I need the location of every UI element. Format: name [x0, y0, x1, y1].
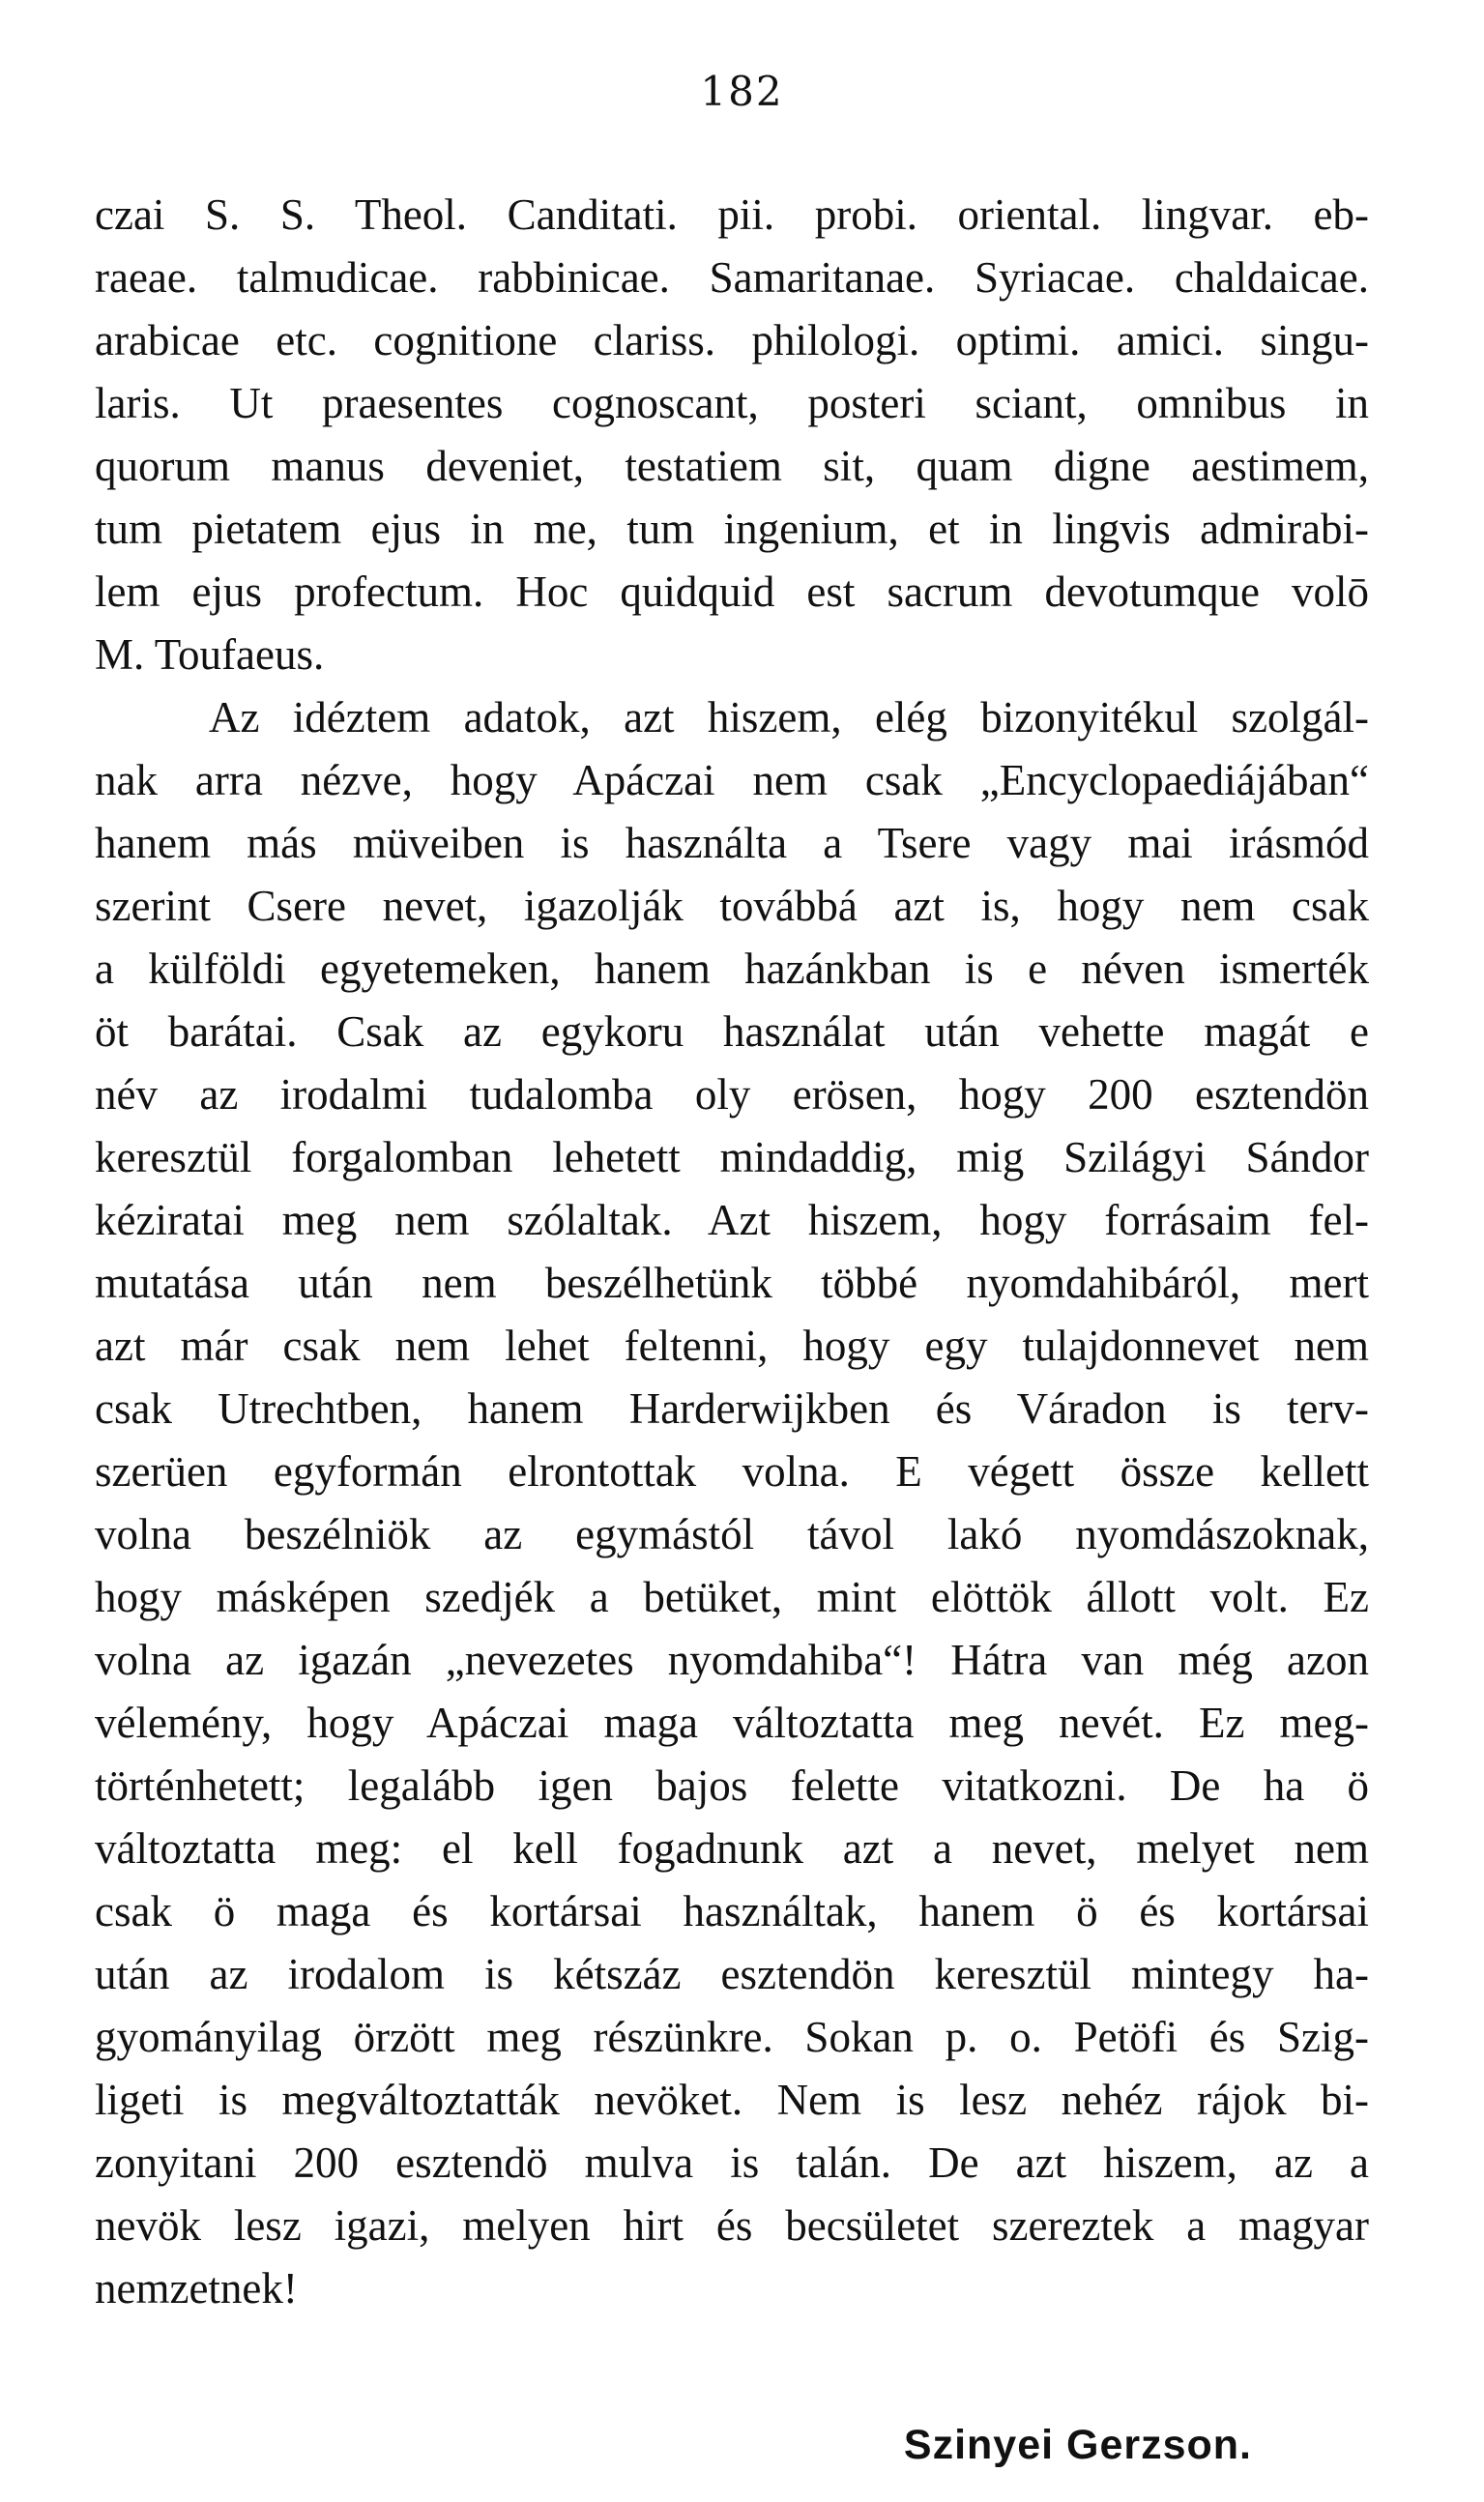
text-line: quorum manus deveniet, testatiem sit, quam digne aestimem, — [95, 442, 1369, 490]
author-signature: Szinyei Gerzson. — [903, 2422, 1252, 2468]
text-line: változtatta meg: el kell fogadnunk azt a nevet, melyet nem — [95, 1824, 1369, 1873]
text-line: mutatása után nem beszélhetünk többé nyomdahibáról, mert — [95, 1259, 1369, 1307]
text-line: hanem más müveiben is használta a Tsere vagy mai irásmód — [95, 819, 1369, 867]
text-line: hogy másképen szedjék a betüket, mint elöttök állott volt. Ez — [95, 1573, 1369, 1621]
text-line: történhetett; legalább igen bajos felette vitatkozni. De ha ö — [95, 1761, 1369, 1810]
text-line: lem ejus profectum. Hoc quidquid est sacrum devotumque volō — [95, 567, 1369, 616]
text-line: laris. Ut praesentes cognoscant, posteri sciant, omnibus in — [95, 379, 1369, 427]
text-line: tum pietatem ejus in me, tum ingenium, et in lingvis admirabi- — [95, 505, 1369, 553]
text-line: zonyitani 200 esztendö mulva is talán. De azt hiszem, az a — [95, 2138, 1369, 2187]
page-number: 182 — [700, 68, 784, 115]
text-line: név az irodalmi tudalomba oly erösen, hogy 200 esztendön — [95, 1070, 1369, 1119]
text-line: szerint Csere nevet, igazolják továbbá azt is, hogy nem csak — [95, 882, 1369, 930]
text-line: csak ö maga és kortársai használtak, hanem ö és kortársai — [95, 1887, 1369, 1935]
text-line: után az irodalom is kétszáz esztendön keresztül mintegy ha- — [95, 1950, 1369, 1998]
text-line: öt barátai. Csak az egykoru használat után vehette magát e — [95, 1007, 1369, 1056]
text-line: csak Utrechtben, hanem Harderwijkben és Váradon is terv- — [95, 1384, 1369, 1433]
text-line: kéziratai meg nem szólaltak. Azt hiszem, hogy forrásaim fel- — [95, 1196, 1369, 1244]
paragraph-first-line: Az idéztem adatok, azt hiszem, elég bizonyitékul szolgál- — [209, 693, 1369, 742]
text-line: raeae. talmudicae. rabbinicae. Samaritanae. Syriacae. chaldaicae. — [95, 253, 1369, 302]
text-line: volna beszélniök az egymástól távol lakó nyomdászoknak, — [95, 1510, 1369, 1558]
text-line: nemzetnek! — [95, 2264, 298, 2313]
text-line: nak arra nézve, hogy Apáczai nem csak „Encyclopaediájában“ — [95, 756, 1369, 804]
text-line: szerüen egyformán elrontottak volna. E végett össze kellett — [95, 1447, 1369, 1496]
text-line: gyományilag örzött meg részünkre. Sokan p. o. Petöfi és Szig- — [95, 2013, 1369, 2061]
body-text — [95, 184, 1369, 2320]
text-line: arabicae etc. cognitione clariss. philologi. optimi. amici. singu- — [95, 316, 1369, 364]
text-line: czai S. S. Theol. Canditati. pii. probi. oriental. lingvar. eb- — [95, 190, 1369, 239]
text-line: nevök lesz igazi, melyen hirt és becsületet szereztek a magyar — [95, 2201, 1369, 2250]
text-line: azt már csak nem lehet feltenni, hogy egy tulajdonnevet nem — [95, 1322, 1369, 1370]
text-line: vélemény, hogy Apáczai maga változtatta meg nevét. Ez meg- — [95, 1699, 1369, 1747]
text-line: volna az igazán „nevezetes nyomdahiba“! Hátra van még azon — [95, 1636, 1369, 1684]
text-line: M. Toufaeus. — [95, 630, 325, 679]
text-line: keresztül forgalomban lehetett mindaddig, mig Szilágyi Sándor — [95, 1133, 1369, 1181]
text-line: ligeti is megváltoztatták nevöket. Nem is lesz nehéz rájok bi- — [95, 2076, 1369, 2124]
text-line: a külföldi egyetemeken, hanem hazánkban is e néven ismerték — [95, 945, 1369, 993]
